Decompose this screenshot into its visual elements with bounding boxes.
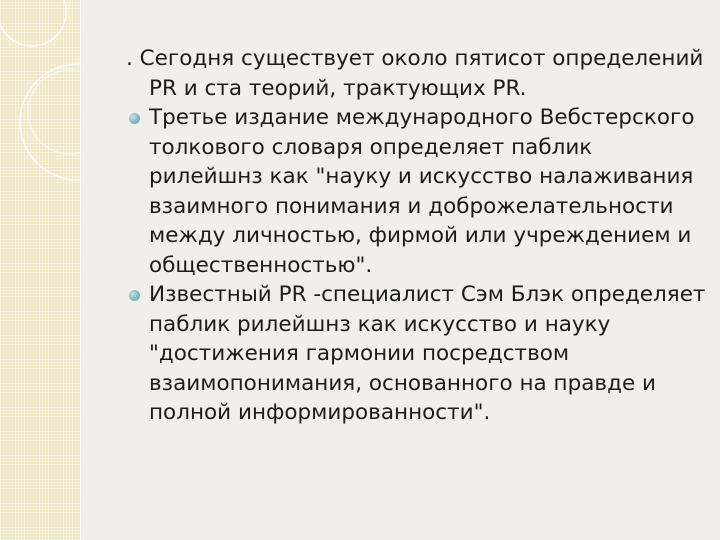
slide-body <box>126 44 706 428</box>
bullet-icon <box>129 290 140 301</box>
bullet-item-webster <box>126 103 706 280</box>
intro-paragraph <box>126 44 706 103</box>
intro-paragraph-text: . Сегодня существует около пятисот определений PR и ста теорий, трактующих PR. <box>126 46 704 101</box>
bullet-item-black-text: Известный PR -специалист Сэм Блэк определяет паблик рилейшнз как искусство и науку "достижения гармонии посредством взаимопонимания, основанного на правде и полной информированности". <box>149 282 706 425</box>
side-divider <box>80 0 81 540</box>
decorative-side-band <box>0 0 80 540</box>
bullet-item-black <box>126 280 706 428</box>
circle-ornament-icon <box>0 0 80 540</box>
bullet-icon <box>129 113 140 124</box>
bullet-item-webster-text: Третье издание международного Вебстерского толкового словаря определяет паблик рилейшнз как "науку и искусство налаживания взаимного понимания и доброжелательности между личностью, фирмой или учреждением и общественностью". <box>149 105 695 278</box>
